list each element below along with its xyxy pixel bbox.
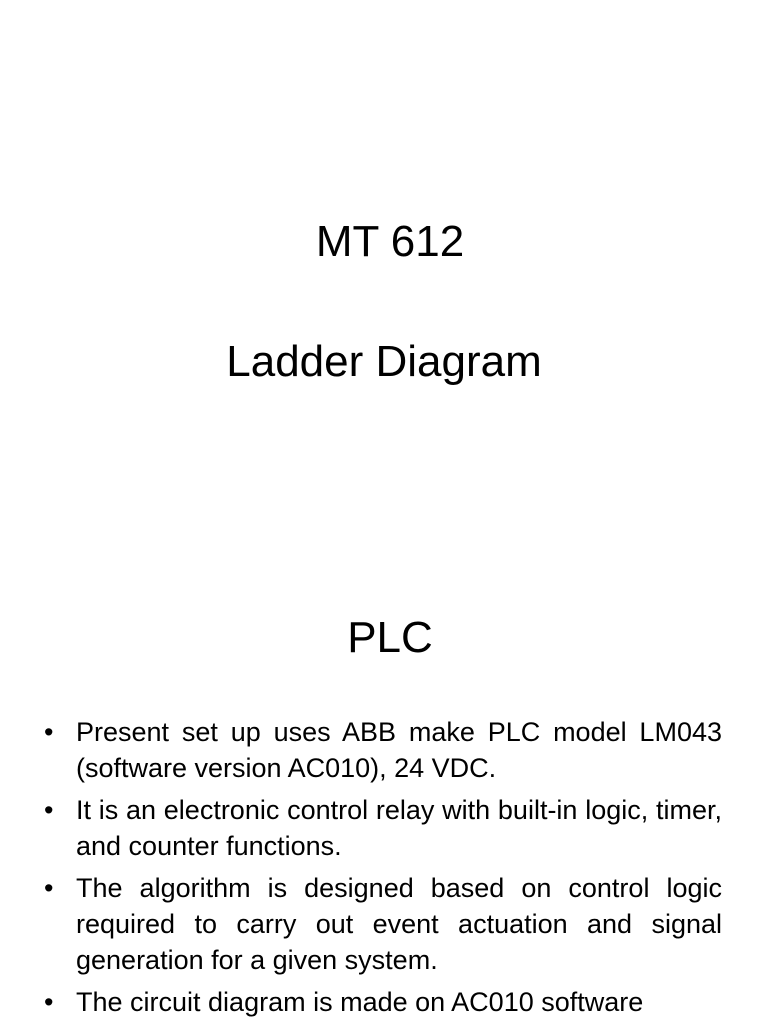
bullet-dot-icon: •	[44, 873, 54, 903]
bullet-item-plc-model	[42, 714, 722, 786]
bullet-text: It is an electronic control relay with built-in logic, timer, and counter functions.	[76, 795, 722, 861]
bullet-item-algorithm	[42, 870, 722, 978]
bullet-dot-icon: •	[44, 795, 54, 825]
bullet-item-circuit-diagram	[42, 984, 722, 1020]
bullet-list	[42, 714, 722, 1024]
bullet-text: The algorithm is designed based on control logic required to carry out event actuation and signal generation for a given system.	[76, 873, 722, 975]
bullet-text: The circuit diagram is made on AC010 software	[76, 987, 644, 1017]
lecture-title: Ladder Diagram	[226, 337, 542, 386]
bullet-dot-icon: •	[44, 717, 54, 747]
bullet-dot-icon: •	[44, 987, 54, 1017]
plc-title: PLC	[347, 613, 433, 662]
bullet-item-control-relay	[42, 792, 722, 864]
course-code: MT 612	[315, 217, 465, 266]
plc-slide	[0, 580, 768, 1024]
bullet-text: Present set up uses ABB make PLC model LM043 (software version AC010), 24 VDC.	[76, 717, 722, 783]
